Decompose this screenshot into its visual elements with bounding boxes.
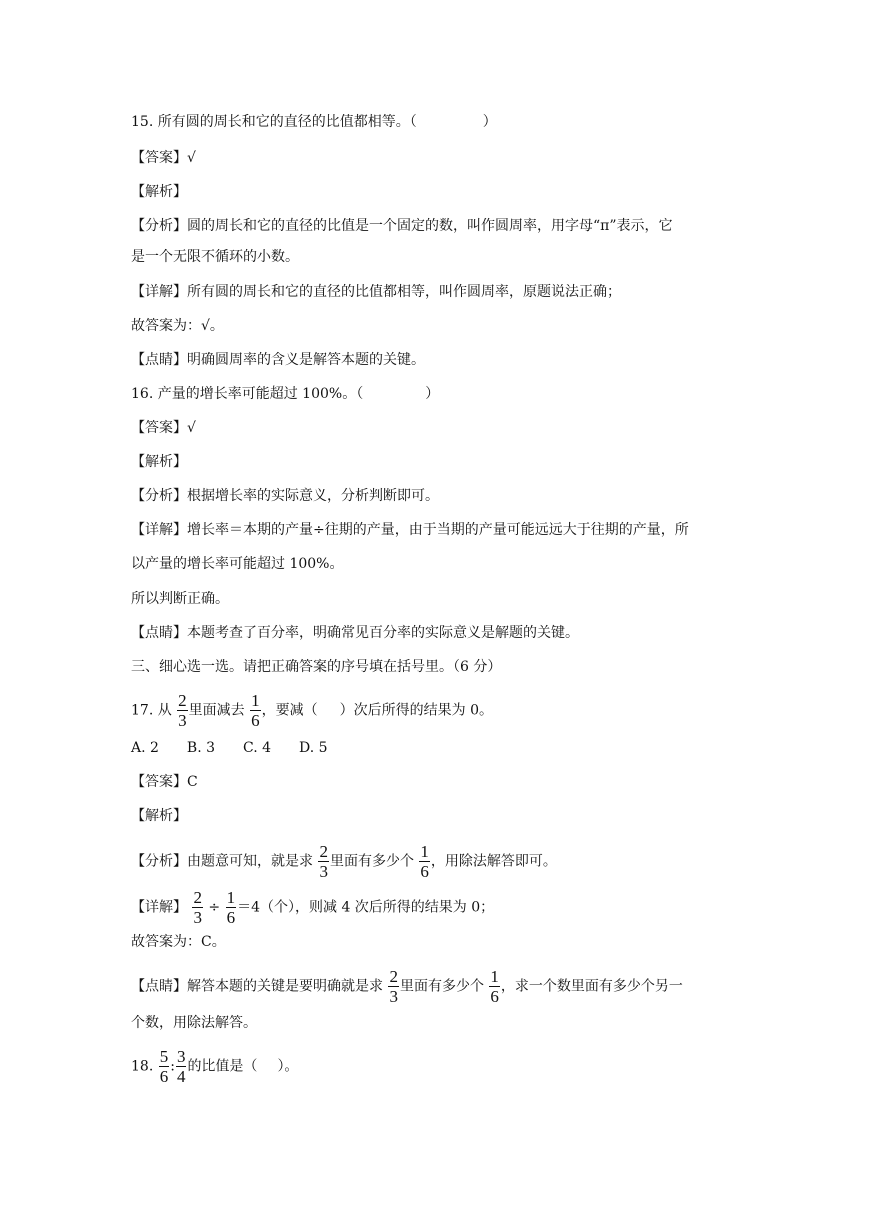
q16-detail-line1: 【详解】增长率＝本期的产量÷往期的产量，由于当期的产量可能远远大于往期的产量，所 [131, 522, 689, 538]
q17-jiexi: 【解析】 [131, 808, 187, 824]
fraction-two-thirds: $\frac{2}{3}$ [193, 888, 202, 927]
q16-detail-line2: 以产量的增长率可能超过 100%。 [131, 556, 344, 572]
q18-stem: 18. $\frac{5}{6}$ : $\frac{3}{4}$ 的比值是（ ）。 [131, 1047, 299, 1086]
q17-answer: 【答案】C [131, 774, 198, 790]
q15-answer: 【答案】√ [131, 150, 196, 166]
fraction-two-thirds: $\frac{2}{3}$ [319, 842, 328, 881]
fraction-one-sixth: $\frac{1}{6}$ [226, 888, 236, 927]
q16-jiexi: 【解析】 [131, 454, 187, 470]
fraction-two-thirds: $\frac{2}{3}$ [389, 967, 398, 1006]
q17-options: A. 2 B. 3 C. 4 D. 5 [131, 740, 328, 756]
q17-conclusion: 故答案为：C。 [131, 934, 226, 950]
fraction-one-sixth: $\frac{1}{6}$ [251, 691, 260, 730]
q16-answer: 【答案】√ [131, 420, 196, 436]
q16-key-point: 【点睛】本题考查了百分率，明确常见百分率的实际意义是解题的关键。 [131, 625, 579, 641]
fraction-one-sixth: $\frac{1}{6}$ [420, 842, 429, 881]
fraction-three-quarters: $\frac{3}{4}$ [176, 1047, 186, 1086]
q16-analysis: 【分析】根据增长率的实际意义，分析判断即可。 [131, 488, 439, 504]
q17-key-point-line1: 【点睛】解答本题的关键是要明确就是求 $\frac{2}{3}$ 里面有多少个 $\frac{1}{6}$ ，求一个数里面有多少个另一 [131, 967, 683, 1006]
fraction-two-thirds: $\frac{2}{3}$ [178, 691, 187, 730]
q17-analysis: 【分析】由题意可知，就是求 $\frac{2}{3}$ 里面有多少个 $\frac{1}{6}$ ，用除法解答即可。 [131, 842, 557, 881]
q15-key-point: 【点睛】明确圆周率的含义是解答本题的关键。 [131, 352, 425, 368]
q15-stem: 15. 所有圆的周长和它的直径的比值都相等。（ ） [131, 114, 497, 130]
q15-jiexi: 【解析】 [131, 184, 187, 200]
q15-analysis-line2: 是一个无限不循环的小数。 [131, 249, 299, 265]
q15-analysis-line1: 【分析】圆的周长和它的直径的比值是一个固定的数，叫作圆周率，用字母“π”表示，它 [131, 218, 673, 234]
q15-conclusion: 故答案为：√。 [131, 318, 224, 334]
q15-detail: 【详解】所有圆的周长和它的直径的比值都相等，叫作圆周率，原题说法正确； [131, 284, 621, 300]
q16-stem: 16. 产量的增长率可能超过 100%。（ ） [131, 386, 440, 402]
q17-detail: 【详解】 $\frac{2}{3}$ ÷ $\frac{1}{6}$ ＝4（个），则减 4 次后所得的结果为 0； [131, 888, 495, 927]
q17-key-point-line2: 个数，用除法解答。 [131, 1015, 257, 1031]
q17-stem: 17. 从 $\frac{2}{3}$ 里面减去 $\frac{1}{6}$ ，要减（ ）次后所得的结果为 0。 [131, 691, 493, 730]
fraction-one-sixth: $\frac{1}{6}$ [490, 967, 499, 1006]
section-heading: 三、细心选一选。请把正确答案的序号填在括号里。（6 分） [131, 659, 502, 675]
fraction-five-sixths: $\frac{5}{6}$ [159, 1047, 169, 1086]
q16-conclusion: 所以判断正确。 [131, 591, 229, 607]
